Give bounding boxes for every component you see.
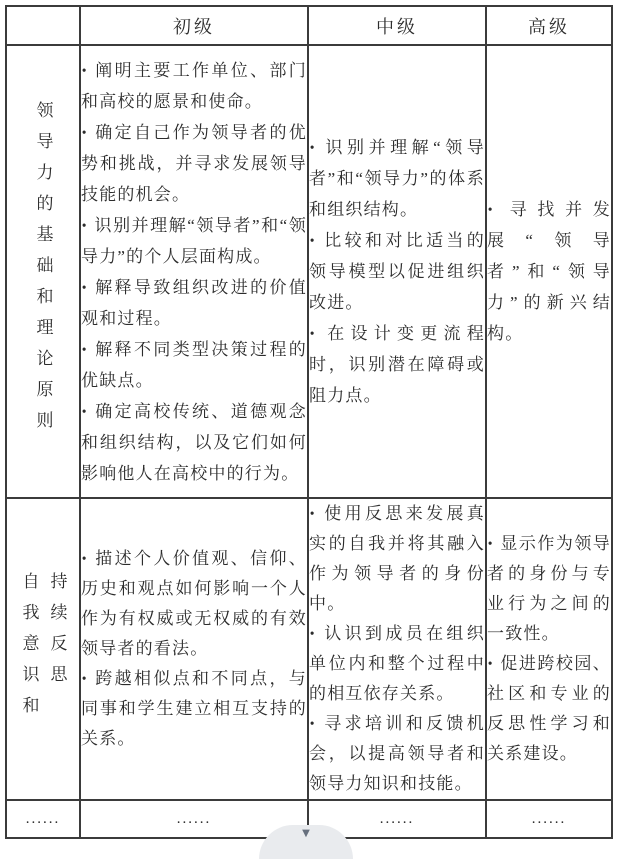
ellipsis-cell: ...... xyxy=(486,800,612,838)
bullet-text: 促进跨校园、社区和专业的反思性学习和关系建设。 xyxy=(487,654,611,763)
cell-r2-advanced xyxy=(486,498,612,800)
cell-r2-beginner xyxy=(80,498,308,800)
row-header-vertical-text: 领导力的基础和理论原则 xyxy=(33,101,53,442)
bullet-icon: • xyxy=(309,325,316,342)
bullet-icon: • xyxy=(309,506,316,522)
col-header-advanced: 高级 xyxy=(486,6,612,45)
bullet-text: 确定自己作为领导者的优势和挑战，并寻求发展领导技能的机会。 xyxy=(81,122,307,204)
bullet-item xyxy=(487,529,611,649)
bullet-text: 认识到成员在组织单位内和整个过程中的相互依存关系。 xyxy=(309,624,485,703)
chevron-down-icon: ▼ xyxy=(302,828,310,839)
row-header-vertical-text: 持续反思 xyxy=(47,571,67,696)
bullet-icon: • xyxy=(81,124,88,140)
row-header-self-awareness xyxy=(6,498,80,800)
bullet-item xyxy=(309,709,485,799)
bullet-icon: • xyxy=(81,341,88,357)
bullet-text: 解释不同类型决策过程的优缺点。 xyxy=(81,339,307,390)
ellipsis-cell: ...... xyxy=(6,800,80,838)
bullet-icon: • xyxy=(81,217,88,233)
bullet-icon: • xyxy=(81,279,88,295)
bullet-item xyxy=(81,55,307,117)
col-header-beginner: 初级 xyxy=(80,6,308,45)
bullet-text: 显示作为领导者的身份与专业行为之间的一致性。 xyxy=(487,534,611,643)
bullet-text: 使用反思来发展真实的自我并将其融入作为领导者的身份中。 xyxy=(309,504,485,613)
competency-table xyxy=(5,5,613,839)
cell-r2-intermediate xyxy=(308,498,486,800)
bullet-item xyxy=(81,396,307,489)
row-self-awareness xyxy=(6,498,612,800)
row-header-vertical-text: 自我意识和 xyxy=(19,571,39,727)
bullet-item xyxy=(81,117,307,210)
bullet-item xyxy=(309,225,485,318)
bullet-item xyxy=(81,272,307,334)
bullet-text: 寻求培训和反馈机会，以提高领导者和领导力知识和技能。 xyxy=(309,714,485,793)
row-leadership-foundations xyxy=(6,45,612,498)
bullet-item xyxy=(309,619,485,709)
bullet-icon: • xyxy=(81,551,88,567)
bullet-text: 识别并理解“领导者”和“领导力”的体系和组织结构。 xyxy=(309,138,485,219)
bullet-icon: • xyxy=(81,62,88,78)
row-header-leadership-foundations xyxy=(6,45,80,498)
bullet-text: 确定高校传统、道德观念和组织结构，以及它们如何影响他人在高校中的行为。 xyxy=(81,401,307,483)
bullet-icon: • xyxy=(309,139,316,156)
bullet-text: 比较和对比适当的领导模型以促进组织改进。 xyxy=(309,231,485,312)
bullet-icon: • xyxy=(487,536,494,552)
bullet-item xyxy=(81,334,307,396)
cell-r1-intermediate xyxy=(308,45,486,498)
corner-cell xyxy=(6,6,80,45)
col-header-intermediate: 中级 xyxy=(308,6,486,45)
ellipsis-cell: ...... xyxy=(308,800,486,838)
bullet-icon: • xyxy=(81,403,88,419)
bullet-text: 跨越相似点和不同点，与同事和学生建立相互支持的关系。 xyxy=(81,669,307,748)
bullet-icon: • xyxy=(81,671,88,687)
bullet-item xyxy=(81,210,307,272)
bullet-item xyxy=(81,664,307,754)
bullet-item xyxy=(309,318,485,411)
bullet-text: 在设计变更流程时，识别潜在障碍或阻力点。 xyxy=(309,324,485,405)
bullet-icon: • xyxy=(309,232,316,249)
bullet-icon: • xyxy=(487,201,494,218)
bullet-item xyxy=(309,499,485,619)
bullet-text: 识别并理解“领导者”和“领导力”的个人层面构成。 xyxy=(81,215,307,266)
bullet-item xyxy=(309,132,485,225)
bullet-text: 阐明主要工作单位、部门和高校的愿景和使命。 xyxy=(81,60,307,111)
bullet-item xyxy=(487,649,611,769)
bullet-text: 描述个人价值观、信仰、历史和观点如何影响一个人作为有权威或无权威的有效领导者的看法。 xyxy=(81,549,307,658)
cell-r1-advanced xyxy=(486,45,612,498)
ellipsis-cell: ...... xyxy=(80,800,308,838)
bullet-text: 寻找并发展“领导者”和“领导力”的新兴结构。 xyxy=(487,200,611,343)
header-row xyxy=(6,6,612,45)
bullet-text: 解释导致组织改进的价值观和过程。 xyxy=(81,277,307,328)
bullet-icon: • xyxy=(309,716,316,732)
cell-r1-beginner xyxy=(80,45,308,498)
bullet-item xyxy=(487,194,611,349)
bullet-item xyxy=(81,544,307,664)
bullet-icon: • xyxy=(487,656,494,672)
bullet-icon: • xyxy=(309,626,316,642)
